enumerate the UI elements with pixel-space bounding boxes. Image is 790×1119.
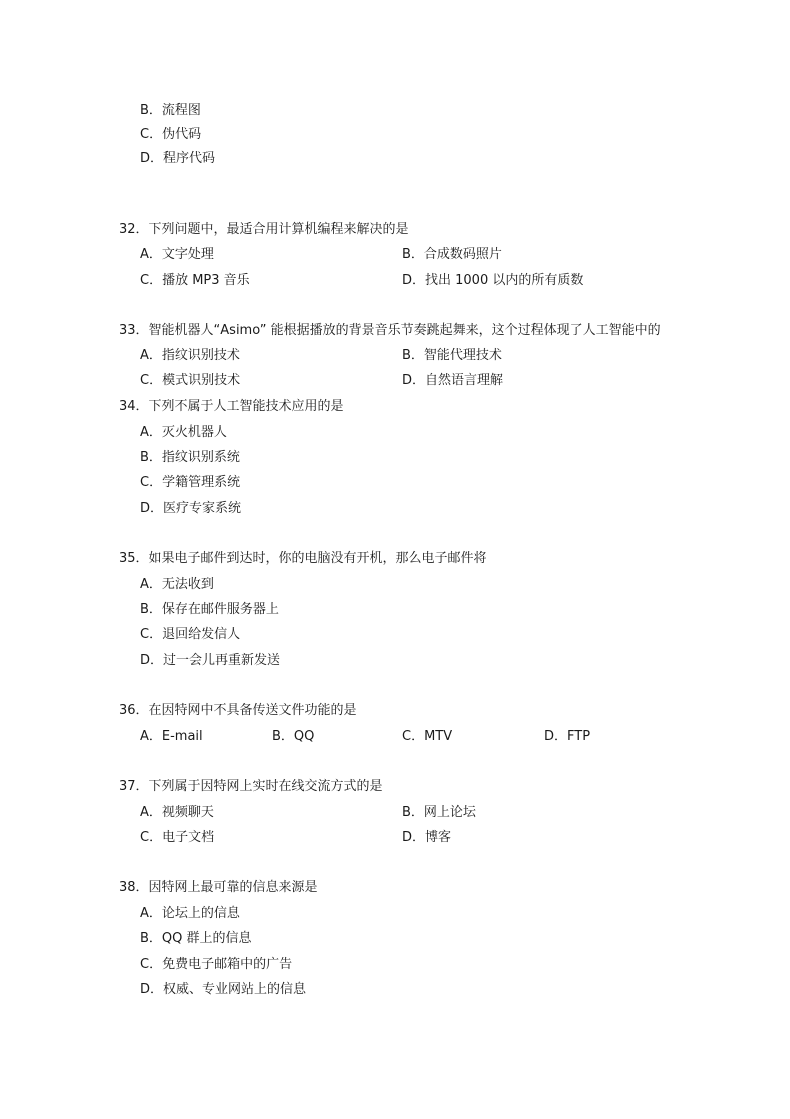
q35-option-b: B．保存在邮件服务器上 bbox=[140, 602, 279, 617]
q38-option-a: A．论坛上的信息 bbox=[140, 906, 240, 921]
q36-option-b: B．QQ bbox=[272, 729, 315, 744]
q35-option-c: C．退回给发信人 bbox=[140, 627, 241, 642]
q35-option-a: A．无法收到 bbox=[140, 577, 214, 592]
q38-option-d: D．权威、专业网站上的信息 bbox=[140, 982, 307, 997]
q31-option-b: B．流程图 bbox=[140, 103, 201, 118]
q37-option-b: B．网上论坛 bbox=[402, 805, 476, 820]
q38-stem: 38．因特网上最可靠的信息来源是 bbox=[119, 880, 318, 895]
q32-stem: 32．下列问题中，最适合用计算机编程来解决的是 bbox=[119, 222, 409, 237]
q34-option-a: A．灭火机器人 bbox=[140, 425, 227, 440]
q36-option-d: D．FTP bbox=[544, 729, 591, 744]
q32-option-d: D．找出 1000 以内的所有质数 bbox=[402, 273, 584, 288]
q37-stem: 37．下列属于因特网上实时在线交流方式的是 bbox=[119, 779, 383, 794]
q32-option-c: C．播放 MP3 音乐 bbox=[140, 273, 250, 288]
q37-option-d: D．博客 bbox=[402, 830, 452, 845]
q37-option-c: C．电子文档 bbox=[140, 830, 215, 845]
q33-stem: 33．智能机器人“Asimo” 能根据播放的背景音乐节奏跳起舞来，这个过程体现了人工智能中的 bbox=[119, 323, 661, 338]
q34-option-d: D．医疗专家系统 bbox=[140, 501, 242, 516]
q38-option-c: C．免费电子邮箱中的广告 bbox=[140, 957, 293, 972]
q36-option-c: C．MTV bbox=[402, 729, 453, 744]
q38-option-b: B．QQ 群上的信息 bbox=[140, 931, 252, 946]
q35-stem: 35．如果电子邮件到达时，你的电脑没有开机，那么电子邮件将 bbox=[119, 551, 487, 566]
q33-option-b: B．智能代理技术 bbox=[402, 348, 502, 363]
q32-option-a: A．文字处理 bbox=[140, 247, 214, 262]
q36-stem: 36．在因特网中不具备传送文件功能的是 bbox=[119, 703, 357, 718]
q36-option-a: A．E-mail bbox=[140, 729, 203, 744]
q33-option-c: C．模式识别技术 bbox=[140, 373, 241, 388]
q33-option-a: A．指纹识别技术 bbox=[140, 348, 240, 363]
q31-option-d: D．程序代码 bbox=[140, 151, 216, 166]
q31-option-c: C．伪代码 bbox=[140, 127, 202, 142]
q32-option-b: B．合成数码照片 bbox=[402, 247, 502, 262]
q34-stem: 34．下列不属于人工智能技术应用的是 bbox=[119, 399, 344, 414]
q34-option-b: B．指纹识别系统 bbox=[140, 450, 240, 465]
q37-option-a: A．视频聊天 bbox=[140, 805, 214, 820]
q34-option-c: C．学籍管理系统 bbox=[140, 475, 241, 490]
q33-option-d: D．自然语言理解 bbox=[402, 373, 504, 388]
q35-option-d: D．过一会儿再重新发送 bbox=[140, 653, 281, 668]
